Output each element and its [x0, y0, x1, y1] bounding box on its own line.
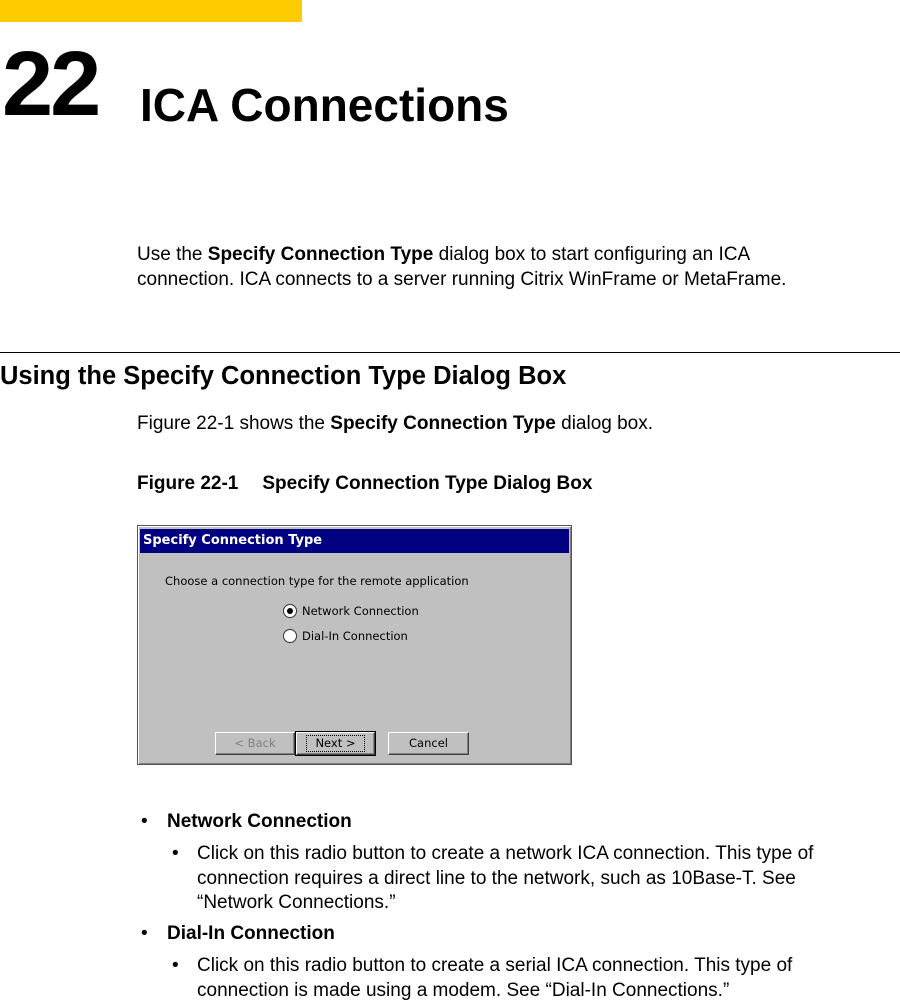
- dial-in-connection-option[interactable]: [283, 629, 408, 643]
- intro-line-2: connection. ICA connects to a server running Citrix WinFrame or MetaFrame.: [137, 268, 786, 293]
- dialog-prompt: Choose a connection type for the remote application: [165, 574, 469, 588]
- chapter-tab-bar: [0, 0, 302, 22]
- sub-bullet-marker: •: [172, 954, 179, 979]
- bullet-text-line: connection requires a direct line to the network, such as 10Base-T. See: [197, 867, 887, 892]
- radio-unselected-icon[interactable]: [283, 629, 297, 643]
- back-button[interactable]: < Back: [215, 732, 295, 755]
- section-heading: Using the Specify Connection Type Dialog Box: [0, 362, 566, 391]
- chapter-title: ICA Connections: [140, 82, 509, 128]
- figure-label: Figure 22-1: [137, 473, 238, 494]
- next-button-label: Next >: [306, 735, 364, 752]
- dialog-title-bar: Specify Connection Type: [140, 529, 569, 553]
- sub-bullet-marker: •: [172, 842, 179, 867]
- dial-in-connection-label: Dial-In Connection: [302, 629, 408, 643]
- cancel-button[interactable]: Cancel: [388, 732, 469, 755]
- bullet-text-line: “Network Connections.”: [197, 891, 887, 916]
- bullet-title-dial-in: Dial-In Connection: [167, 922, 335, 947]
- intro-line-1: Use the Specify Connection Type dialog box to start configuring an ICA: [137, 243, 750, 268]
- specify-connection-type-dialog: [137, 525, 572, 765]
- bullet-text-line: connection is made using a modem. See “Dial-In Connections.”: [197, 979, 887, 1003]
- next-button[interactable]: [296, 732, 375, 755]
- figure-caption: [137, 473, 592, 495]
- section-paragraph: Figure 22-1 shows the Specify Connection Type dialog box.: [137, 412, 653, 437]
- figure-caption-text: Specify Connection Type Dialog Box: [262, 473, 592, 494]
- network-connection-option[interactable]: [283, 604, 419, 618]
- bullet-marker: •: [141, 922, 148, 947]
- bullet-title-network: Network Connection: [167, 810, 352, 835]
- section-rule: [0, 352, 900, 353]
- bullet-marker: •: [141, 810, 148, 835]
- bullet-text-line: Click on this radio button to create a serial ICA connection. This type of: [197, 954, 887, 979]
- chapter-number: 22: [2, 38, 98, 130]
- network-connection-label: Network Connection: [302, 604, 419, 618]
- radio-selected-icon[interactable]: [283, 604, 297, 618]
- bullet-text-line: Click on this radio button to create a network ICA connection. This type of: [197, 842, 887, 867]
